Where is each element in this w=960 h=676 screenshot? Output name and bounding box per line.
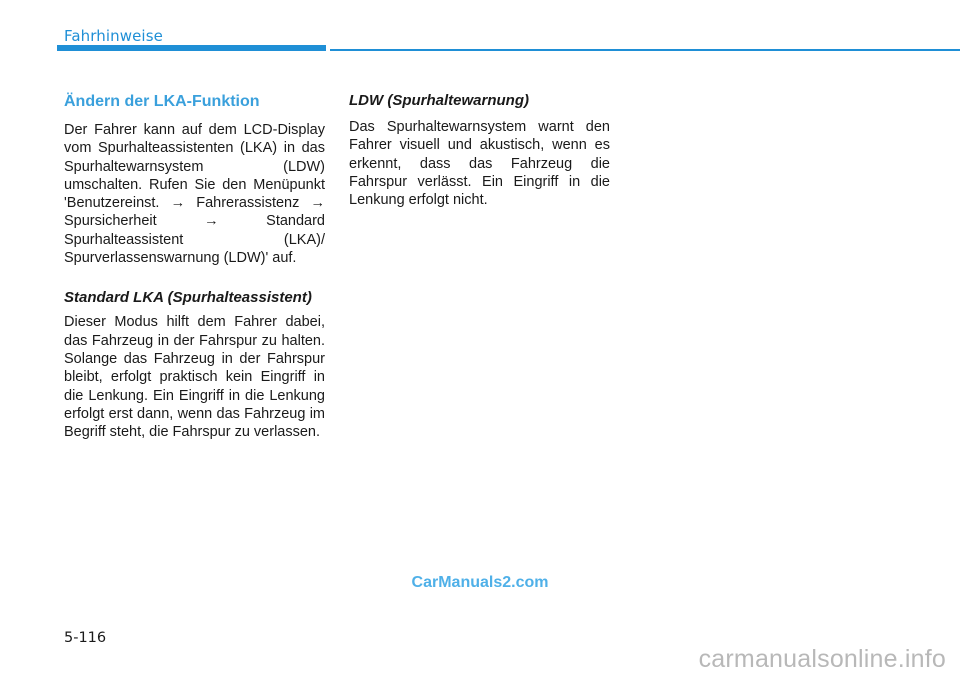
standard-lka-paragraph: Dieser Modus hilft dem Fahrer dabei, das Fahrzeug in der Fahrspur zu halten. Solange das Fahrzeug in der Fahrspur bleibt, erfolgt praktisch kein Eingriff in die Lenkung. Ein Eingriff in die Lenkung erfolgt erst dann, wenn das Fahrzeug im Begriff steht, die Fahrspur zu verlassen. (64, 314, 325, 441)
subsection-title-ldw: LDW (Spurhaltewarnung) (349, 92, 529, 109)
intro-paragraph: Der Fahrer kann auf dem LCD-Display vom Spurhalteassistenten (LKA) in das Spurhaltewarnsystem (LDW) umschalten. Rufen Sie den Menüpunkt 'Benutzereinst. → Fahrerassistenz → Spursicherheit → Standard Spurhalteassistent (LKA)/ Spurverlassenswarnung (LDW)' auf. (64, 122, 325, 267)
section-title: Ändern der LKA-Funktion (64, 93, 260, 110)
left-column (64, 92, 325, 441)
subsection-title-standard-lka: Standard LKA (Spurhalteassistent) (64, 289, 312, 307)
carmanuals-watermark[interactable]: CarManuals2.com (411, 574, 549, 591)
ldw-paragraph: Das Spurhaltewarnsystem warnt den Fahrer visuell und akustisch, wenn es erkennt, dass das Fahrzeug die Fahrspur verlässt. Ein Eingriff in die Lenkung erfolgt nicht. (349, 119, 610, 209)
page-number: 5-116 (64, 630, 107, 646)
middle-column (349, 92, 610, 209)
header-accent-bar (57, 45, 326, 51)
footer-watermark: carmanualsonline.info (698, 645, 946, 673)
section-header-label: Fahrhinweise (64, 27, 163, 45)
header-rule (330, 49, 960, 51)
